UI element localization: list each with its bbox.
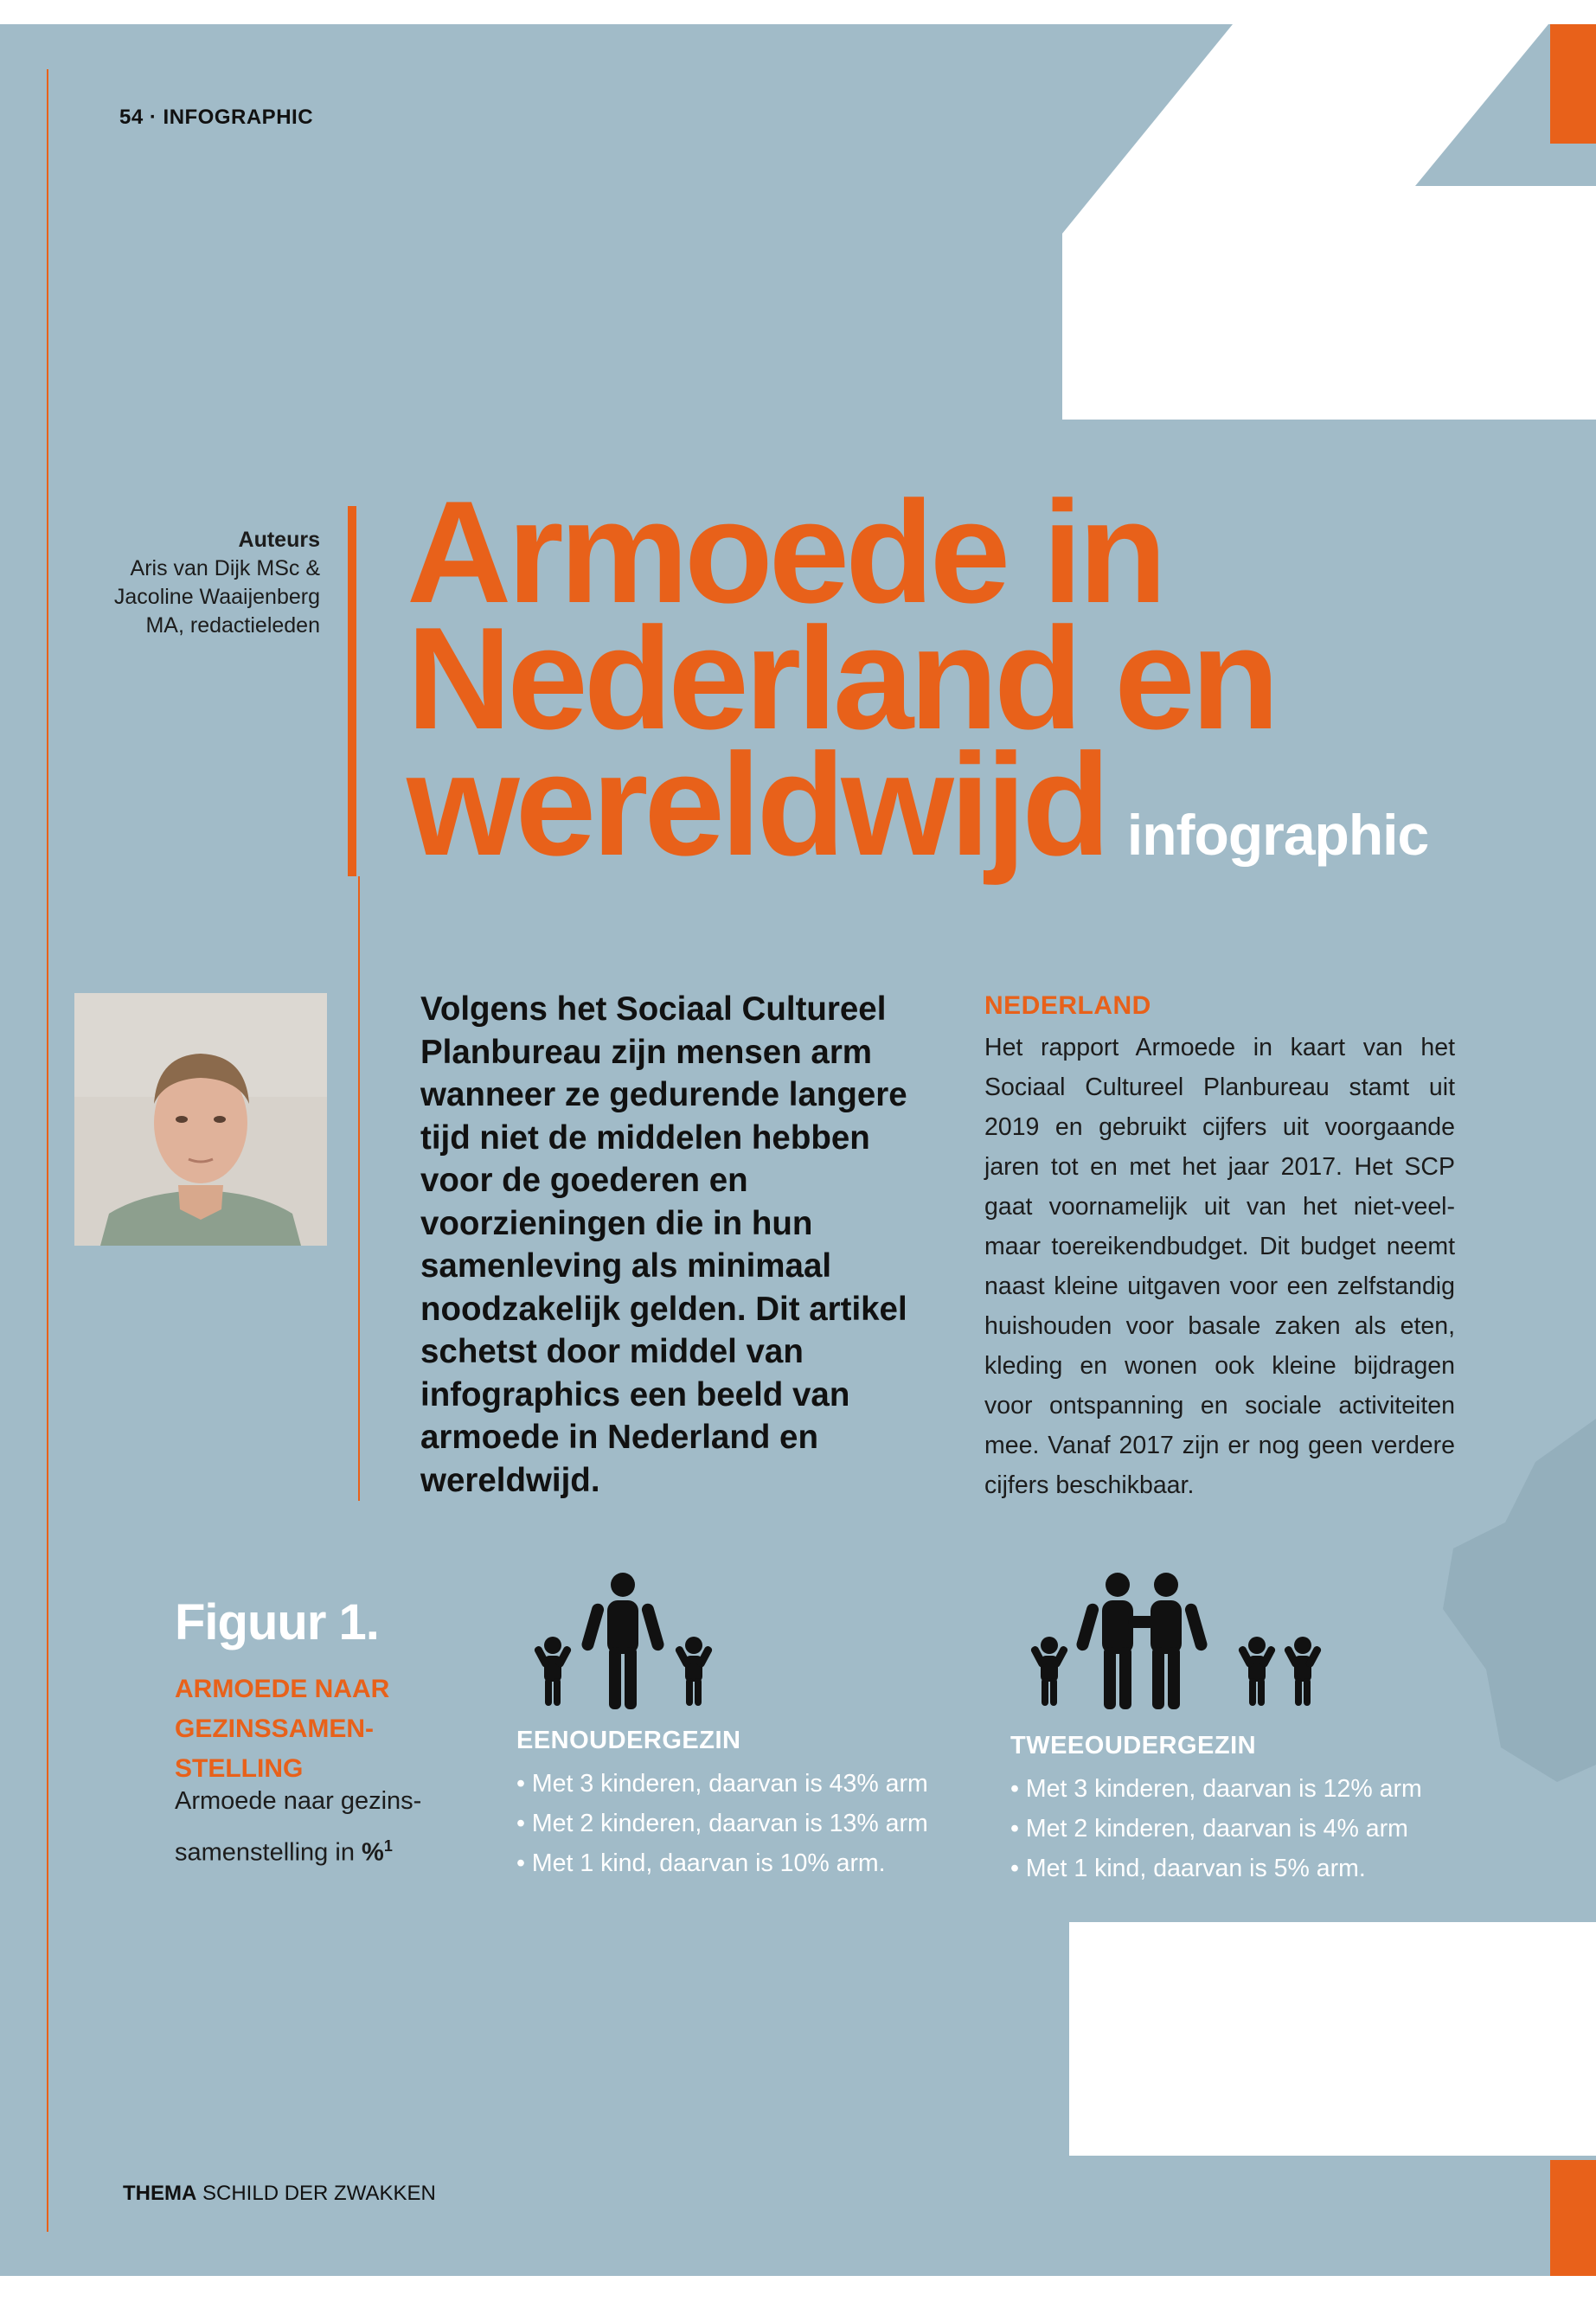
title-line-1: Armoede in <box>407 471 1163 633</box>
author-portrait-image <box>74 993 327 1246</box>
section-nl-body: Het rapport Armoede in kaart van het Sociaal Cultureel Planbureau stamt uit 2019 en gebruikt cijfers uit voorgaande jaren tot en met het jaar 2017. Het SCP gaat voornamelijk uit van het niet-veel-maar toereikendbudget. Dit budget neemt naast kleine uitgaven voor een zelfstandig huishouden voor basale zaken als eten, kleding en wonen ook kleine bijdragen voor ontspanning en sociale activiteiten mee. Vanaf 2017 zijn er nog geen verdere cijfers beschikbaar. <box>984 1034 1455 1499</box>
white-corner-shape <box>1062 24 1596 420</box>
authors-heading: Auteurs <box>238 528 320 552</box>
list-item: • Met 1 kind, daarvan is 5% arm. <box>1010 1849 1460 1888</box>
two-parent-group <box>1010 1732 1460 1888</box>
list-item: • Met 1 kind, daarvan is 10% arm. <box>516 1843 966 1883</box>
title-tag: infographic <box>1126 803 1429 867</box>
page-title <box>407 471 1548 898</box>
figure-subtitle: ARMOEDE NAAR GEZINSSAMEN-STELLING <box>175 1675 390 1783</box>
figure-desc-unit: % <box>362 1838 384 1867</box>
two-parent-list <box>1010 1769 1460 1888</box>
figure-description <box>175 1779 452 1875</box>
single-parent-family-icon <box>529 1573 720 1709</box>
white-block-bottom <box>1069 1922 1596 2156</box>
title-line-3-text: wereldwijd <box>407 723 1106 886</box>
margin-rule <box>47 69 48 2232</box>
list-item: • Met 2 kinderen, daarvan is 13% arm <box>516 1804 966 1843</box>
author-photo <box>74 993 327 1246</box>
orange-tab-top <box>1550 24 1596 144</box>
title-line-3 <box>407 723 1548 898</box>
single-parent-list <box>516 1764 966 1883</box>
single-parent-heading: EENOUDERGEZIN <box>516 1727 741 1754</box>
single-parent-group <box>516 1727 966 1883</box>
figure-desc-text: Armoede naar gezins-samenstelling in <box>175 1787 422 1867</box>
figure-desc-note: 1 <box>383 1837 393 1855</box>
list-item: • Met 3 kinderen, daarvan is 43% arm <box>516 1764 966 1804</box>
two-parent-heading: TWEEOUDERGEZIN <box>1010 1732 1257 1759</box>
section-label: 54 · INFOGRAPHIC <box>119 106 314 129</box>
title-accent-bar <box>348 506 356 876</box>
world-map-fragment <box>1443 1419 1596 1782</box>
intro-text: Volgens het Sociaal Cultureel Planbureau zijn mensen arm wanneer ze gedurende langere tijd niet de middelen hebben voor de goederen en voorzieningen die in hun samenleving als minimaal noodzakelijk gelden. Dit artikel schetst door middel van infographics een beeld van armoede in Nederland en wereldwijd. <box>420 990 907 1499</box>
authors-names: Aris van Dijk MSc & Jacoline Waaijenberg MA, redactieleden <box>113 556 320 638</box>
list-item: • Met 2 kinderen, daarvan is 4% arm <box>1010 1809 1460 1849</box>
section-nl-heading: NEDERLAND <box>984 991 1151 1020</box>
page-footer <box>123 2182 436 2206</box>
figure-title: Figuur 1. <box>175 1594 379 1650</box>
list-item: • Met 3 kinderen, daarvan is 12% arm <box>1010 1769 1460 1809</box>
two-parent-family-icon <box>1026 1573 1325 1709</box>
orange-tab-bottom <box>1550 2160 1596 2276</box>
authors-block <box>104 526 320 640</box>
footer-title: SCHILD DER ZWAKKEN <box>202 2182 436 2205</box>
title-accent-line <box>358 876 360 1501</box>
title-line-2: Nederland en <box>407 597 1276 760</box>
footer-brand: THEMA <box>123 2182 197 2205</box>
